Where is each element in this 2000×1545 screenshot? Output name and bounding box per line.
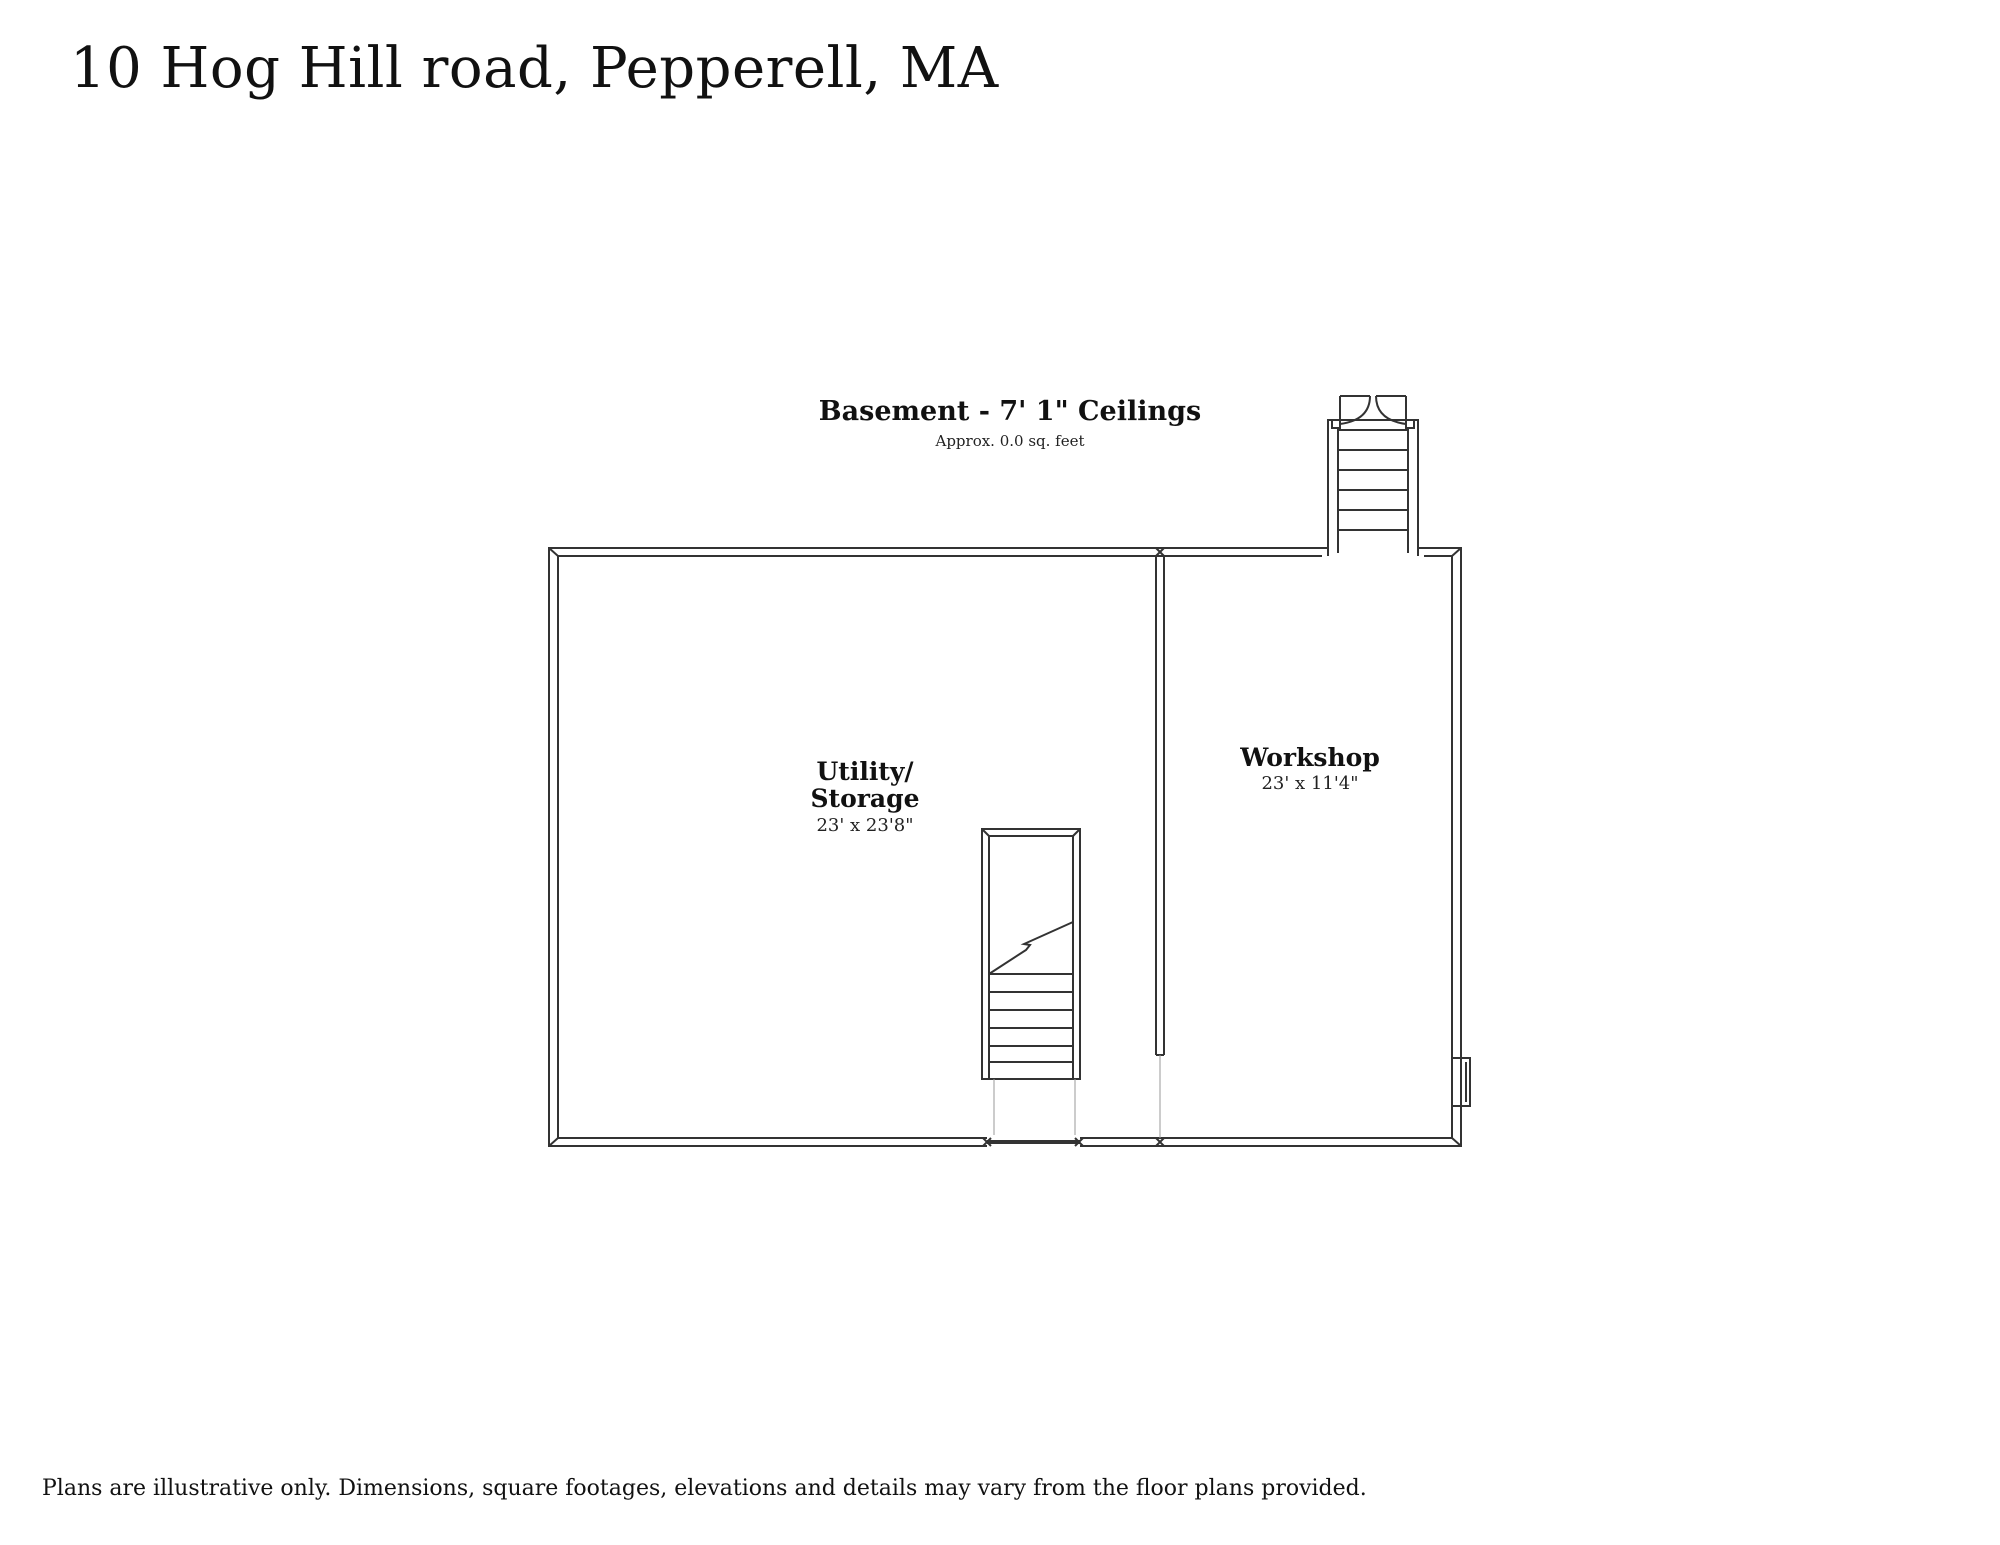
window-right [1452, 1058, 1470, 1106]
room-dimensions-utility: 23' x 23'8" [816, 815, 914, 836]
exterior-wall-inner [558, 556, 1452, 1138]
exterior-wall-outer [549, 548, 1461, 1146]
floor-title: Basement - 7' 1" Ceilings [818, 396, 1202, 427]
room-name-line1: Utility/ [816, 757, 914, 786]
room-label-workshop: Workshop [1240, 743, 1380, 772]
floor-area: Approx. 0.0 sq. feet [935, 432, 1085, 450]
room-label-utility [760, 758, 970, 812]
disclaimer-text: Plans are illustrative only. Dimensions, square footages, elevations and details may vary from the floor plans provided. [42, 1476, 1367, 1501]
room-name-line2: Storage [810, 784, 920, 813]
stair-opening [983, 1138, 1083, 1146]
partition-wall [1156, 548, 1164, 1146]
interior-stair [982, 829, 1080, 1138]
property-address-title: 10 Hog Hill road, Pepperell, MA [70, 36, 999, 101]
bulkhead-stair [1322, 396, 1424, 556]
room-dimensions-workshop: 23' x 11'4" [1261, 773, 1359, 794]
